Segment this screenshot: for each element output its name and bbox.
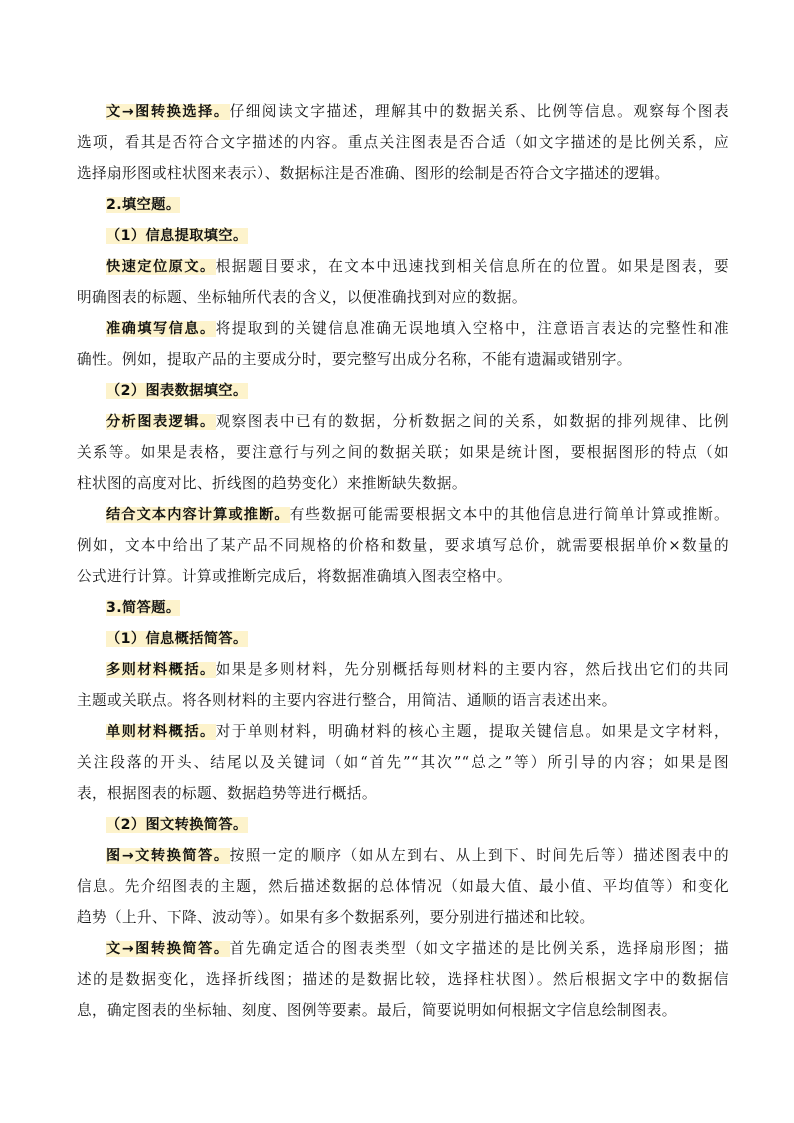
paragraph-text: 根据题目要求，在文本中迅速找到相关信息所在的位置。如果是图表，要 [215,258,729,275]
heading-text: （1）信息概括简答。 [106,631,248,647]
paragraph-text: 表，根据图表的标题、数据趋势等进行概括。 [77,785,377,802]
paragraph-line [77,344,729,375]
heading-text: （2）图文转换简答。 [106,817,248,833]
paragraph-text: 例如，文本中给出了某产品不同规格的价格和数量，要求填写总价，就需要根据单价×数量的 [77,537,729,554]
paragraph-line [77,995,729,1026]
paragraph-line [77,251,729,282]
heading-text: （1）信息提取填空。 [106,228,248,244]
paragraph-title: 结合文本内容计算或推断。 [106,507,290,523]
paragraph-line [77,902,729,933]
paragraph-line [77,530,729,561]
paragraph-line [77,685,729,716]
paragraph-line [77,964,729,995]
subsection-heading [77,809,729,840]
paragraph-line [77,933,729,964]
paragraph-line [77,716,729,747]
paragraph-text: 趋势（上升、下降、波动等）。如果有多个数据系列，要分别进行描述和比较。 [77,909,595,926]
paragraph-line [77,561,729,592]
heading-text: 3.简答题。 [106,600,181,616]
subsection-heading [77,623,729,654]
paragraph-line [77,406,729,437]
paragraph-text: 选项，看其是否符合文字描述的内容。重点关注图表是否合适（如文字描述的是比例关系，应 [77,134,729,151]
paragraph-text: 仔细阅读文字描述，理解其中的数据关系、比例等信息。观察每个图表 [229,103,729,120]
paragraph-line [77,313,729,344]
paragraph-text: 述的是数据变化，选择折线图；描述的是数据比较，选择柱状图）。然后根据文字中的数据信 [77,971,729,988]
paragraph-title: 文→图转换简答。 [106,941,230,957]
paragraph-line [77,468,729,499]
paragraph-title: 多则材料概括。 [106,662,216,678]
paragraph-text: 按照一定的顺序（如从左到右、从上到下、时间先后等）描述图表中的 [229,847,729,864]
paragraph-text: 将提取到的关键信息准确无误地填入空格中，注意语言表达的完整性和准 [215,320,729,337]
heading-text: （2）图表数据填空。 [106,383,248,399]
paragraph-text: 对于单则材料，明确材料的核心主题，提取关键信息。如果是文字材料， [215,723,729,740]
subsection-heading [77,375,729,406]
paragraph-line [77,778,729,809]
paragraph-text: 主题或关联点。将各则材料的主要内容进行整合，用简洁、通顺的语言表述出来。 [77,692,617,709]
paragraph-title: 文→图转换选择。 [106,104,230,120]
paragraph-text: 息，确定图表的坐标轴、刻度、图例等要素。最后，简要说明如何根据文字信息绘制图表。 [77,1002,677,1019]
paragraph-text: 首先确定适合的图表类型（如文字描述的是比例关系，选择扇形图；描 [229,940,729,957]
paragraph-line [77,158,729,189]
paragraph-text: 关注段落的开头、结尾以及关键词（如“首先”“其次”“总之”等）所引导的内容；如果是图 [77,754,729,771]
paragraph-line [77,96,729,127]
paragraph-line [77,127,729,158]
paragraph-text: 有些数据可能需要根据文本中的其他信息进行简单计算或推断。 [289,506,729,523]
paragraph-title: 快速定位原文。 [106,259,216,275]
paragraph-title: 单则材料概括。 [106,724,216,740]
paragraph-text: 公式进行计算。计算或推断完成后，将数据准确填入图表空格中。 [77,568,512,585]
paragraph-title: 图→文转换简答。 [106,848,230,864]
paragraph-title: 准确填写信息。 [106,321,216,337]
paragraph-text: 如果是多则材料，先分别概括每则材料的主要内容，然后找出它们的共同 [215,661,729,678]
paragraph-line [77,499,729,530]
paragraph-line [77,840,729,871]
paragraph-text: 关系等。如果是表格，要注意行与列之间的数据关联；如果是统计图，要根据图形的特点（如 [77,444,729,461]
document-body [77,96,729,1026]
section-heading [77,189,729,220]
paragraph-text: 柱状图的高度对比、折线图的趋势变化）来推断缺失数据。 [77,475,467,492]
paragraph-text: 确性。例如，提取产品的主要成分时，要完整写出成分名称，不能有遗漏或错别字。 [77,351,632,368]
paragraph-text: 观察图表中已有的数据，分析数据之间的关系，如数据的排列规律、比例 [215,413,729,430]
paragraph-text: 选择扇形图或柱状图来表示）、数据标注是否准确、图形的绘制是否符合文字描述的逻辑。 [77,165,670,182]
paragraph-text: 信息。先介绍图表的主题，然后描述数据的总体情况（如最大值、最小值、平均值等）和变化 [77,878,729,895]
subsection-heading [77,220,729,251]
heading-text: 2.填空题。 [106,197,181,213]
section-heading [77,592,729,623]
paragraph-line [77,871,729,902]
paragraph-text: 明确图表的标题、坐标轴所代表的含义，以便准确找到对应的数据。 [77,289,527,306]
paragraph-title: 分析图表逻辑。 [106,414,216,430]
paragraph-line [77,747,729,778]
paragraph-line [77,654,729,685]
paragraph-line [77,282,729,313]
paragraph-line [77,437,729,468]
